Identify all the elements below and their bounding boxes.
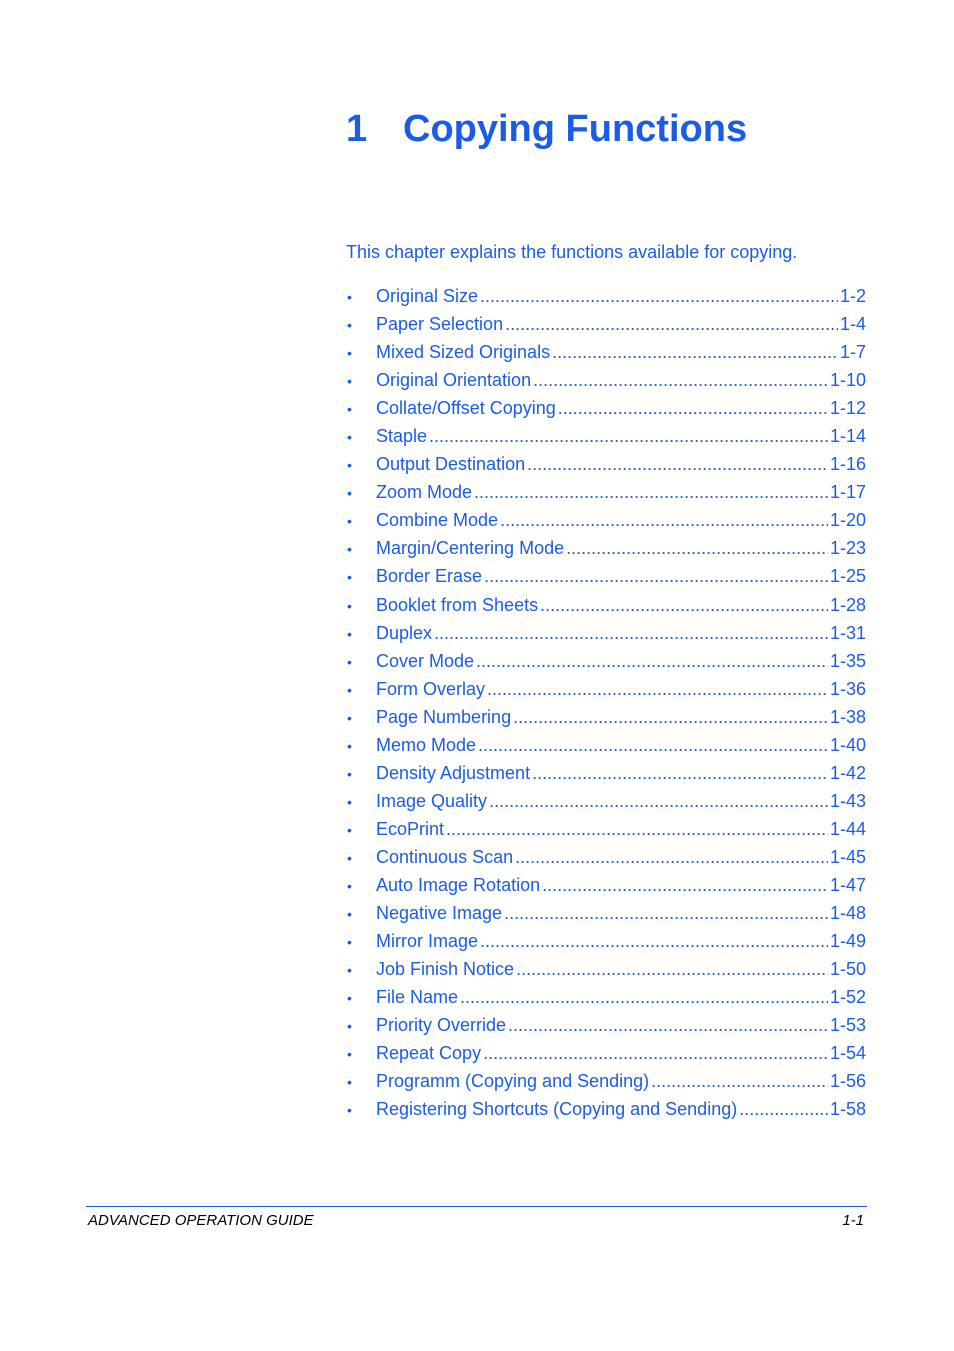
toc-dot-leader: [487, 677, 828, 701]
toc-entry-label[interactable]: Duplex: [376, 622, 433, 643]
toc-dot-leader: [527, 452, 828, 476]
toc-entry-page[interactable]: 1-54: [829, 1043, 866, 1064]
toc-entry[interactable]: [346, 480, 866, 508]
toc-dot-leader: [504, 901, 828, 925]
toc-entry-page[interactable]: 1-31: [829, 622, 866, 643]
toc-entry-page[interactable]: 1-56: [829, 1071, 866, 1092]
toc-entry-label[interactable]: Booklet from Sheets: [376, 594, 539, 615]
bullet-icon: •: [347, 765, 352, 782]
toc-dot-leader: [476, 649, 828, 673]
toc-entry-label[interactable]: Mirror Image: [376, 931, 479, 952]
bullet-icon: •: [347, 541, 352, 558]
toc-entry-label[interactable]: Collate/Offset Copying: [376, 398, 556, 419]
toc-entry-page[interactable]: 1-14: [829, 426, 866, 447]
toc-dot-leader: [552, 340, 838, 364]
toc-entry[interactable]: [346, 564, 866, 592]
footer-guide-title: ADVANCED OPERATION GUIDE: [88, 1212, 314, 1229]
toc-dot-leader: [446, 817, 828, 841]
toc-entry-label[interactable]: File Name: [376, 987, 459, 1008]
toc-entry[interactable]: [346, 312, 866, 340]
toc-entry-label[interactable]: Registering Shortcuts (Copying and Sending): [376, 1099, 738, 1120]
toc-entry[interactable]: [346, 452, 866, 480]
footer-page-number: 1-1: [842, 1212, 864, 1229]
toc-entry-label[interactable]: Form Overlay: [376, 678, 486, 699]
toc-entry-label[interactable]: Priority Override: [376, 1015, 507, 1036]
toc-entry[interactable]: [346, 284, 866, 312]
bullet-icon: •: [347, 1074, 352, 1091]
bullet-icon: •: [347, 934, 352, 951]
table-of-contents: [346, 284, 866, 1125]
toc-dot-leader: [500, 508, 828, 532]
toc-entry-page[interactable]: 1-43: [829, 790, 866, 811]
toc-entry-label[interactable]: Job Finish Notice: [376, 959, 515, 980]
toc-entry[interactable]: [346, 845, 866, 873]
toc-entry[interactable]: [346, 733, 866, 761]
toc-entry-label[interactable]: Memo Mode: [376, 734, 477, 755]
bullet-icon: •: [347, 1018, 352, 1035]
bullet-icon: •: [347, 317, 352, 334]
toc-entry-page[interactable]: 1-58: [829, 1099, 866, 1120]
bullet-icon: •: [347, 990, 352, 1007]
toc-entry[interactable]: [346, 817, 866, 845]
toc-entry[interactable]: [346, 1097, 866, 1125]
bullet-icon: •: [347, 962, 352, 979]
bullet-icon: •: [347, 429, 352, 446]
toc-entry[interactable]: [346, 1069, 866, 1097]
chapter-title: Copying Functions: [403, 108, 748, 150]
toc-entry-page[interactable]: 1-50: [829, 959, 866, 980]
toc-dot-leader: [460, 985, 828, 1009]
bullet-icon: •: [347, 906, 352, 923]
toc-entry[interactable]: [346, 873, 866, 901]
toc-entry[interactable]: [346, 929, 866, 957]
bullet-icon: •: [347, 485, 352, 502]
toc-entry[interactable]: [346, 536, 866, 564]
toc-entry[interactable]: [346, 761, 866, 789]
toc-entry[interactable]: [346, 368, 866, 396]
toc-entry-page[interactable]: 1-48: [829, 903, 866, 924]
bullet-icon: •: [347, 597, 352, 614]
toc-entry-page[interactable]: 1-10: [829, 370, 866, 391]
toc-dot-leader: [558, 396, 828, 420]
toc-dot-leader: [513, 705, 828, 729]
toc-entry-page[interactable]: 1-36: [829, 678, 866, 699]
bullet-icon: •: [347, 401, 352, 418]
toc-entry-label[interactable]: Page Numbering: [376, 706, 512, 727]
toc-entry[interactable]: [346, 705, 866, 733]
toc-entry[interactable]: [346, 508, 866, 536]
bullet-icon: •: [347, 681, 352, 698]
toc-dot-leader: [651, 1069, 828, 1093]
bullet-icon: •: [347, 1102, 352, 1119]
toc-dot-leader: [533, 368, 828, 392]
footer-divider: [86, 1206, 867, 1207]
toc-entry-label[interactable]: Zoom Mode: [376, 482, 473, 503]
chapter-heading: [346, 104, 747, 154]
toc-entry-label[interactable]: EcoPrint: [376, 818, 445, 839]
bullet-icon: •: [347, 709, 352, 726]
toc-entry-page[interactable]: 1-28: [829, 594, 866, 615]
toc-entry-label[interactable]: Original Size: [376, 286, 479, 306]
toc-entry[interactable]: [346, 396, 866, 424]
bullet-icon: •: [347, 513, 352, 530]
toc-dot-leader: [515, 845, 828, 869]
toc-entry-page[interactable]: 1-12: [829, 398, 866, 419]
toc-entry[interactable]: [346, 1013, 866, 1041]
toc-entry-page[interactable]: 1-53: [829, 1015, 866, 1036]
chapter-intro: This chapter explains the functions available for copying.: [346, 242, 798, 262]
toc-entry-page[interactable]: 1-25: [829, 566, 866, 587]
toc-entry[interactable]: [346, 340, 866, 368]
toc-entry-page[interactable]: 1-52: [829, 987, 866, 1008]
toc-dot-leader: [429, 424, 828, 448]
toc-entry-label[interactable]: Density Adjustment: [376, 762, 531, 783]
toc-dot-leader: [540, 593, 828, 617]
toc-entry[interactable]: [346, 1041, 866, 1069]
bullet-icon: •: [347, 849, 352, 866]
toc-entry[interactable]: [346, 789, 866, 817]
bullet-icon: •: [347, 821, 352, 838]
toc-entry[interactable]: [346, 957, 866, 985]
toc-dot-leader: [508, 1013, 828, 1037]
toc-entry-label[interactable]: Auto Image Rotation: [376, 874, 541, 895]
toc-entry[interactable]: [346, 677, 866, 705]
toc-dot-leader: [480, 284, 838, 308]
bullet-icon: •: [347, 569, 352, 586]
toc-dot-leader: [434, 621, 828, 645]
toc-dot-leader: [532, 761, 828, 785]
toc-entry-page[interactable]: 1-42: [829, 762, 866, 783]
toc-entry-page[interactable]: 1-47: [829, 874, 866, 895]
toc-entry-label[interactable]: Negative Image: [376, 903, 503, 924]
toc-entry-label[interactable]: Border Erase: [376, 566, 483, 587]
toc-entry-page[interactable]: 1-45: [829, 846, 866, 867]
toc-entry-page[interactable]: 1-44: [829, 818, 866, 839]
toc-dot-leader: [542, 873, 828, 897]
toc-entry-label[interactable]: Repeat Copy: [376, 1043, 482, 1064]
toc-dot-leader: [478, 733, 828, 757]
toc-dot-leader: [483, 1041, 828, 1065]
bullet-icon: •: [347, 1046, 352, 1063]
toc-entry-page[interactable]: 1-17: [829, 482, 866, 503]
toc-entry-label[interactable]: Staple: [376, 426, 428, 447]
toc-entry-page[interactable]: 1-40: [829, 734, 866, 755]
toc-dot-leader: [739, 1097, 828, 1121]
bullet-icon: •: [347, 457, 352, 474]
toc-entry-page[interactable]: 1-38: [829, 706, 866, 727]
bullet-icon: •: [347, 289, 352, 305]
toc-entry-page[interactable]: 1-23: [829, 538, 866, 559]
bullet-icon: •: [347, 625, 352, 642]
toc-dot-leader: [505, 312, 838, 336]
toc-entry-label[interactable]: Continuous Scan: [376, 846, 514, 867]
bullet-icon: •: [347, 653, 352, 670]
toc-dot-leader: [489, 789, 828, 813]
bullet-icon: •: [347, 737, 352, 754]
toc-entry[interactable]: [346, 649, 866, 677]
bullet-icon: •: [347, 877, 352, 894]
toc-entry-page[interactable]: 1-49: [829, 931, 866, 952]
toc-entry-page[interactable]: 1-7: [839, 342, 866, 363]
toc-dot-leader: [474, 480, 828, 504]
bullet-icon: •: [347, 793, 352, 810]
toc-entry-label[interactable]: Paper Selection: [376, 314, 504, 335]
toc-entry-page[interactable]: 1-20: [829, 510, 866, 531]
chapter-number: 1: [346, 108, 368, 150]
toc-entry[interactable]: [346, 424, 866, 452]
toc-entry-page[interactable]: 1-16: [829, 454, 866, 475]
toc-entry-page[interactable]: 1-2: [839, 286, 866, 306]
toc-dot-leader: [516, 957, 828, 981]
toc-dot-leader: [566, 536, 828, 560]
toc-entry-label[interactable]: Combine Mode: [376, 510, 499, 531]
toc-entry-label[interactable]: Original Orientation: [376, 370, 532, 391]
toc-entry[interactable]: [346, 901, 866, 929]
toc-entry[interactable]: [346, 621, 866, 649]
toc-entry-label[interactable]: Margin/Centering Mode: [376, 538, 565, 559]
toc-entry-label[interactable]: Mixed Sized Originals: [376, 342, 551, 363]
toc-dot-leader: [484, 564, 828, 588]
toc-entry-label[interactable]: Cover Mode: [376, 650, 475, 671]
toc-entry-label[interactable]: Image Quality: [376, 790, 488, 811]
bullet-icon: •: [347, 373, 352, 390]
bullet-icon: •: [347, 345, 352, 362]
toc-dot-leader: [480, 929, 828, 953]
toc-entry-label[interactable]: Output Destination: [376, 454, 526, 475]
toc-entry-label[interactable]: Programm (Copying and Sending): [376, 1071, 650, 1092]
toc-entry[interactable]: [346, 985, 866, 1013]
toc-entry-page[interactable]: 1-4: [839, 314, 866, 335]
toc-entry[interactable]: [346, 593, 866, 621]
toc-entry-page[interactable]: 1-35: [829, 650, 866, 671]
